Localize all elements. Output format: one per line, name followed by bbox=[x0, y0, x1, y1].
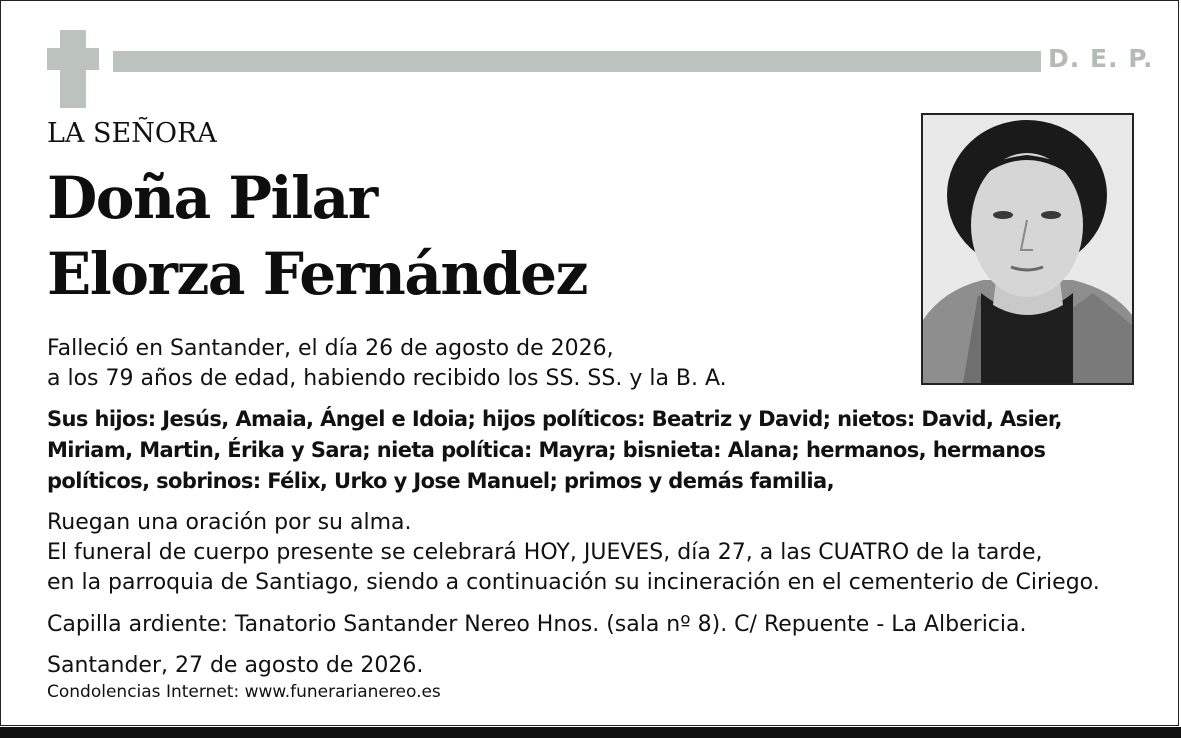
condolences-info: Condolencias Internet: www.funerarianereo.es bbox=[47, 682, 441, 702]
cross-horizontal-bar bbox=[47, 48, 99, 70]
header-rule bbox=[113, 51, 1041, 72]
funeral-line3: en la parroquia de Santiago, siendo a continuación su incineración en el cementerio de Ciriego. bbox=[47, 570, 1100, 595]
deceased-name-line1: Doña Pilar bbox=[47, 164, 377, 232]
deceased-photo bbox=[921, 113, 1134, 385]
chapel-info: Capilla ardiente: Tanatorio Santander Nereo Hnos. (sala nº 8). C/ Repuente - La Albericia. bbox=[47, 612, 1027, 637]
family-line2: Miriam, Martin, Érika y Sara; nieta política: Mayra; bisnieta: Alana; hermanos, hermanos bbox=[47, 438, 1046, 462]
funeral-line2: El funeral de cuerpo presente se celebrará HOY, JUEVES, día 27, a las CUATRO de la tarde, bbox=[47, 540, 1043, 565]
family-line1: Sus hijos: Jesús, Amaia, Ángel e Idoia; hijos políticos: Beatriz y David; nietos: David, Asier, bbox=[47, 407, 1062, 431]
death-info-line1: Falleció en Santander, el día 26 de agosto de 2026, bbox=[47, 336, 614, 361]
dep-label: D. E. P. bbox=[1048, 44, 1154, 73]
honorific-title: LA SEÑORA bbox=[47, 118, 217, 149]
bottom-border bbox=[0, 727, 1181, 738]
portrait-image bbox=[923, 115, 1132, 383]
family-line3: políticos, sobrinos: Félix, Urko y Jose Manuel; primos y demás familia, bbox=[47, 469, 834, 493]
place-date: Santander, 27 de agosto de 2026. bbox=[47, 653, 424, 678]
deceased-name-line2: Elorza Fernández bbox=[47, 240, 587, 308]
death-info-line2: a los 79 años de edad, habiendo recibido los SS. SS. y la B. A. bbox=[47, 366, 727, 391]
funeral-line1: Ruegan una oración por su alma. bbox=[47, 510, 412, 535]
